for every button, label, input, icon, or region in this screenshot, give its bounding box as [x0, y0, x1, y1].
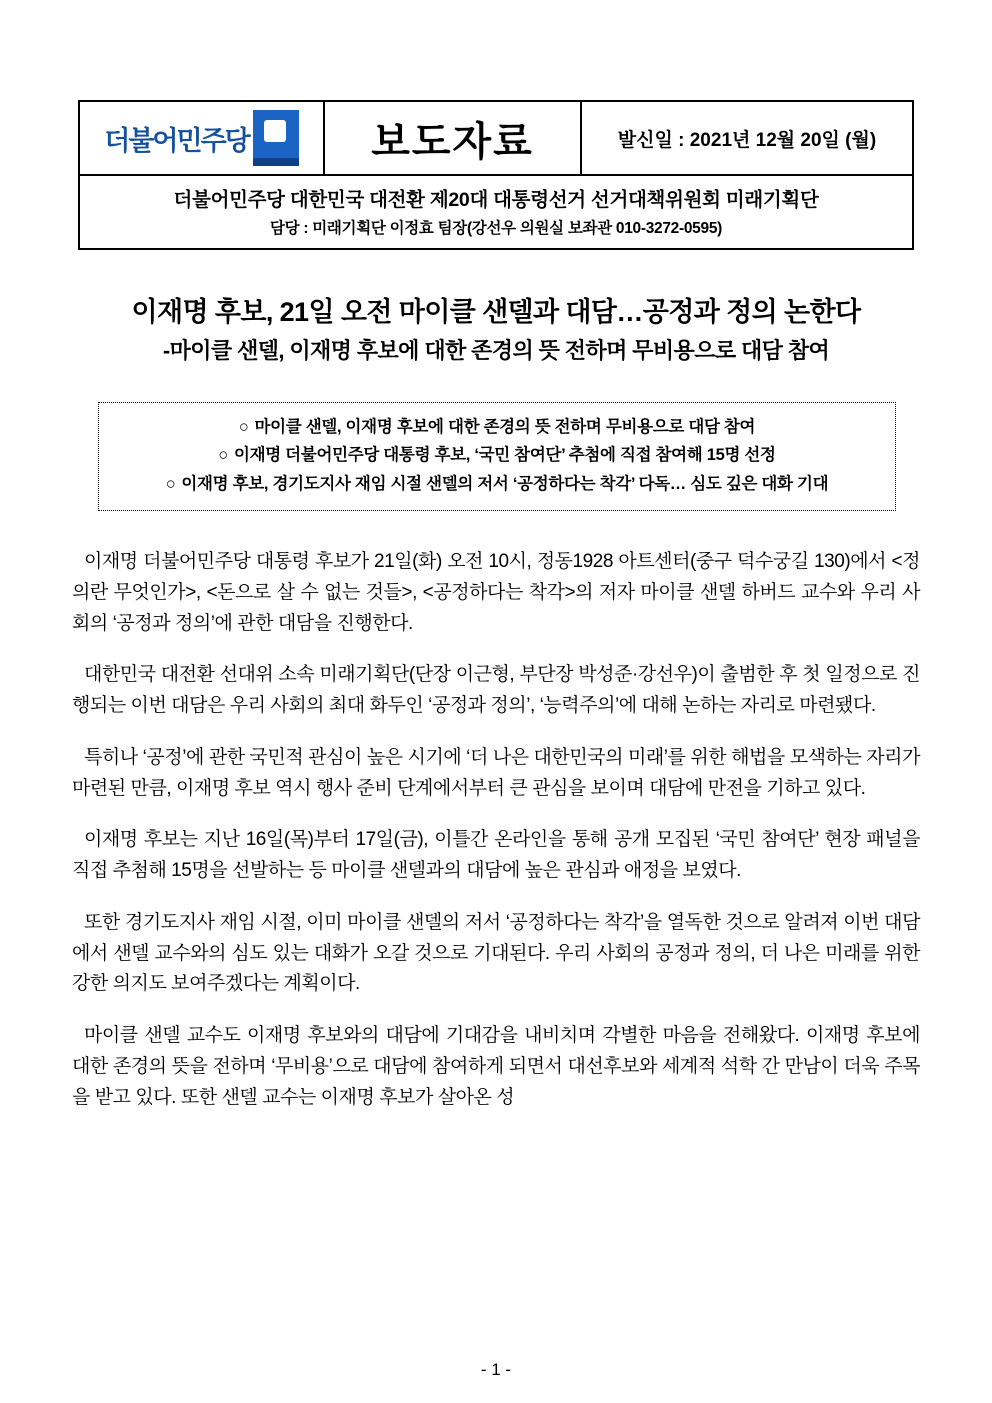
body-paragraph: 마이클 샌델 교수도 이재명 후보와의 대담에 기대감을 내비치며 각별한 마음을 전해왔다. 이재명 후보에 대한 존경의 뜻을 전하며 ‘무비용’으로 대담에 참여하게 되면서 대선후보와 세계적 석학 간 만남이 더욱 주목을 받고 있다. 또한 샌델 교수는 이재명 후보가 살아온 성 [72, 1025, 920, 1108]
contact-line: 담당 : 미래기획단 이정효 팀장(강선우 의원실 보좌관 010-3272-0595) [269, 220, 722, 237]
header-top-row [80, 102, 912, 176]
logo-underline [253, 158, 299, 166]
summary-item [111, 413, 883, 441]
body-paragraph: 이재명 더불어민주당 대통령 후보가 21일(화) 오전 10시, 정동1928 아트센터(중구 덕수궁길 130)에서 <정의란 무엇인가>, <돈으로 살 수 없는 것들>, <공정하다는 착각>의 저자 마이클 샌델 하버드 교수와 우리 사회의 ‘공정과 정의’에 관한 대담을 진행한다. [72, 551, 920, 634]
press-release-header [78, 100, 914, 250]
header-bottom-row [80, 176, 912, 248]
summary-item-text: 마이클 샌델, 이재명 후보에 대한 존경의 뜻 전하며 무비용으로 대담 참여 [254, 418, 756, 436]
summary-item-text: 이재명 후보, 경기도지사 재임 시절 샌델의 저서 ‘공정하다는 착각’ 다독… 심도 깊은 대화 기대 [181, 474, 829, 493]
party-logo-cell [80, 102, 325, 174]
body-paragraph: 또한 경기도지사 재임 시절, 이미 마이클 샌델의 저서 ‘공정하다는 착각’을 열독한 것으로 알려져 이번 대담에서 샌델 교수와의 심도 있는 대화가 오갈 것으로 기대된다. 우리 사회의 공정과 정의, 더 나은 미래를 위한 강한 의지도 보여주겠다는 계획이다. [72, 911, 920, 995]
summary-item [111, 470, 883, 498]
page-number: - 1 - [480, 1360, 512, 1379]
headline-main: 이재명 후보, 21일 오전 마이클 샌델과 대담…공정과 정의 논한다 [131, 297, 861, 327]
body-text [72, 528, 920, 1134]
party-logo-label: 더불어민주당 [104, 125, 249, 156]
summary-box [98, 402, 896, 511]
page-title: 보도자료 [371, 119, 534, 164]
minjoo-party-symbol-icon [253, 110, 299, 166]
body-paragraph: 특히나 ‘공정’에 관한 국민적 관심이 높은 시기에 ‘더 나은 대한민국의 미래’를 위한 해법을 모색하는 자리가 마련된 만큼, 이재명 후보 역시 행사 준비 단계에서부터 큰 관심을 보이며 대담에 만전을 기하고 있다. [72, 746, 920, 799]
bullet-circle-icon: ○ [218, 446, 228, 465]
body-paragraph: 이재명 후보는 지난 16일(목)부터 17일(금), 이틀간 온라인을 통해 공개 모집된 ‘국민 참여단’ 현장 패널을 직접 추첨해 15명을 선발하는 등 마이클 샌델과의 대담에 높은 관심과 애정을 보였다. [72, 829, 920, 882]
headline-block [60, 296, 932, 365]
headline-sub: -마이클 샌델, 이재명 후보에 대한 존경의 뜻 전하며 무비용으로 대담 참여 [162, 338, 830, 364]
summary-item-text: 이재명 더불어민주당 대통령 후보, ‘국민 참여단’ 추첨에 직접 참여해 15명 선정 [233, 446, 776, 465]
bullet-circle-icon: ○ [165, 474, 176, 493]
bullet-circle-icon: ○ [238, 418, 249, 436]
body-paragraph: 대한민국 대전환 선대위 소속 미래기획단(단장 이근형, 부단장 박성준·강선우)이 출범한 후 첫 일정으로 진행되는 이번 대담은 우리 사회의 최대 화두인 ‘공정과 정의’, ‘능력주의’에 대해 논하는 자리로 마련됐다. [72, 664, 920, 717]
organization-line: 더불어민주당 대한민국 대전환 제20대 대통령선거 선거대책위원회 미래기획단 [173, 189, 819, 211]
document-title-cell [325, 102, 582, 174]
party-logo [104, 110, 299, 166]
issue-date-cell: 발신일 : 2021년 12월 20일 (월) [617, 129, 877, 151]
summary-item [111, 441, 883, 469]
